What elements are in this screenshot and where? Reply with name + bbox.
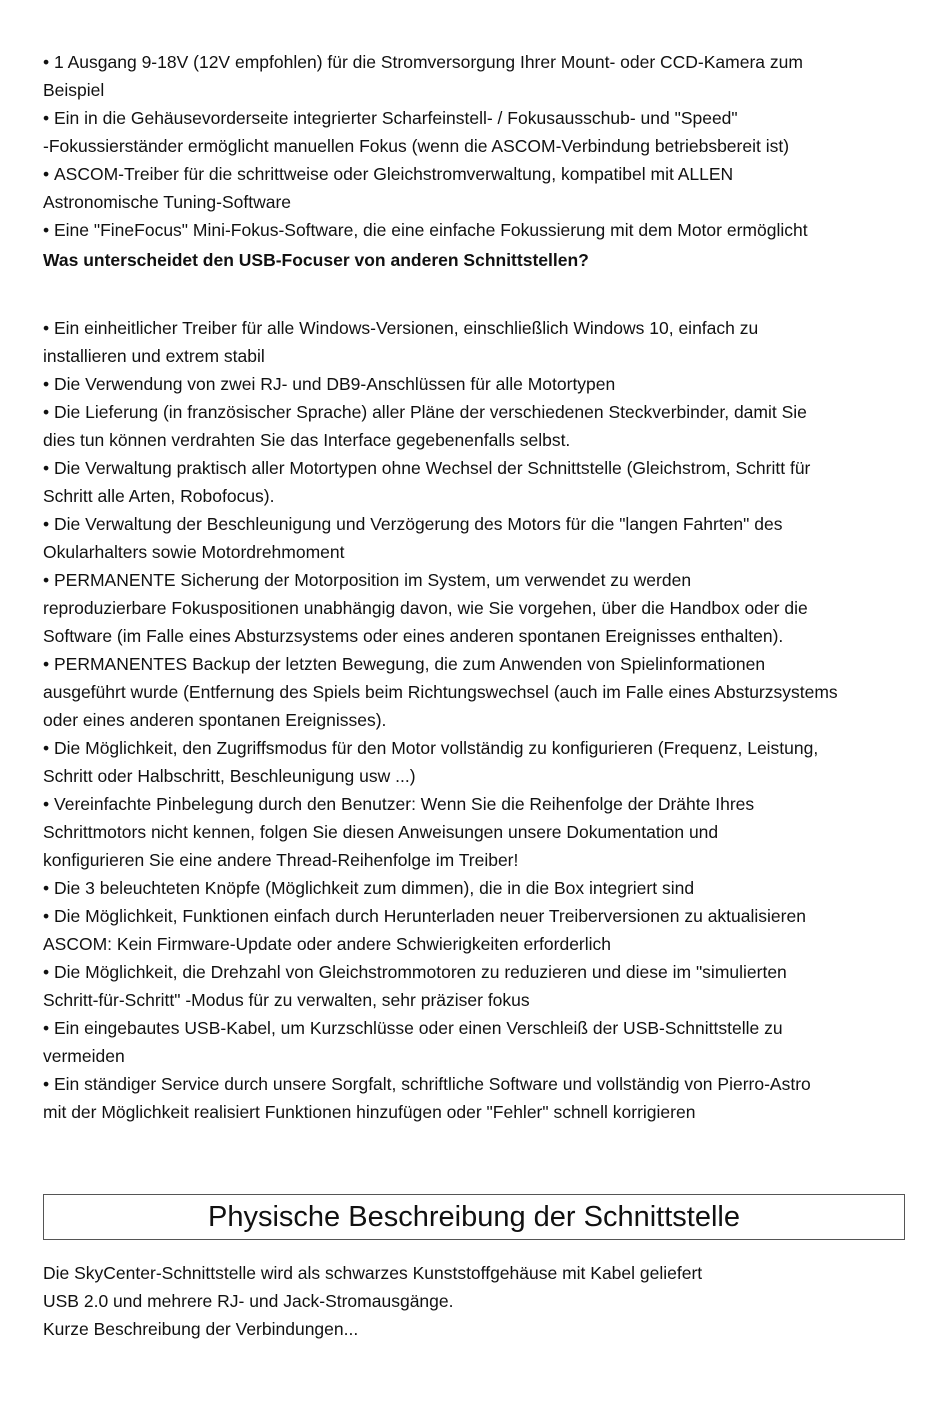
list-item-line: • Die Verwaltung der Beschleunigung und Verzögerung des Motors für die "langen Fahrten" des (43, 510, 909, 538)
list-item (43, 650, 909, 734)
list-item-line: Schritt-für-Schritt" -Modus für zu verwalten, sehr präziser fokus (43, 990, 530, 1010)
list-item-line: • Die Lieferung (in französischer Sprache) aller Pläne der verschiedenen Steckverbinder, damit Sie (43, 398, 909, 426)
description-line: Kurze Beschreibung der Verbindungen... (43, 1319, 359, 1339)
section-heading: Was unterscheidet den USB-Focuser von anderen Schnittstellen? (43, 250, 589, 270)
list-item-line: mit der Möglichkeit realisiert Funktionen hinzufügen oder "Fehler" schnell korrigieren (43, 1102, 696, 1122)
list-item-line: Schritt oder Halbschritt, Beschleunigung usw ...) (43, 766, 416, 786)
list-item (43, 314, 909, 370)
list-item-line: • PERMANENTE Sicherung der Motorposition im System, um verwendet zu werden (43, 566, 909, 594)
description-paragraph (43, 1259, 909, 1343)
list-item (43, 1014, 909, 1070)
feature-list (43, 48, 909, 244)
list-item (43, 104, 909, 160)
list-item-line: • Eine "FineFocus" Mini-Fokus-Software, die eine einfache Fokussierung mit dem Motor ermöglicht (43, 216, 909, 244)
list-item-line: • Ein eingebautes USB-Kabel, um Kurzschlüsse oder einen Verschleiß der USB-Schnittstelle zu (43, 1014, 909, 1042)
list-item-line: • Die 3 beleuchteten Knöpfe (Möglichkeit zum dimmen), die in die Box integriert sind (43, 874, 909, 902)
list-item-line: • ASCOM-Treiber für die schrittweise oder Gleichstromverwaltung, kompatibel mit ALLEN (43, 160, 909, 188)
list-item (43, 370, 909, 398)
list-item (43, 160, 909, 216)
description-line: USB 2.0 und mehrere RJ- und Jack-Stromausgänge. (43, 1291, 454, 1311)
spacer (43, 274, 909, 314)
list-item (43, 734, 909, 790)
list-item-line: • Die Möglichkeit, Funktionen einfach durch Herunterladen neuer Treiberversionen zu aktualisieren (43, 902, 909, 930)
list-item-line: • Die Möglichkeit, den Zugriffsmodus für den Motor vollständig zu konfigurieren (Frequenz, Leistung, (43, 734, 909, 762)
list-item (43, 1070, 909, 1126)
list-item-line: Schrittmotors nicht kennen, folgen Sie diesen Anweisungen unsere Dokumentation und (43, 822, 719, 842)
list-item-line: • Die Möglichkeit, die Drehzahl von Gleichstrommotoren zu reduzieren und diese im "simulierten (43, 958, 909, 986)
list-item-line: vermeiden (43, 1046, 125, 1066)
differences-list (43, 314, 909, 1126)
description-line: Die SkyCenter-Schnittstelle wird als schwarzes Kunststoffgehäuse mit Kabel geliefert (43, 1263, 703, 1283)
list-item-line: • Vereinfachte Pinbelegung durch den Benutzer: Wenn Sie die Reihenfolge der Drähte Ihres (43, 790, 909, 818)
list-item (43, 958, 909, 1014)
section-title: Physische Beschreibung der Schnittstelle (208, 1200, 740, 1233)
list-item-line: dies tun können verdrahten Sie das Interface gegebenenfalls selbst. (43, 430, 571, 450)
list-item-line: -Fokussierständer ermöglicht manuellen Fokus (wenn die ASCOM-Verbindung betriebsbereit ist) (43, 136, 790, 156)
list-item-line: • Die Verwendung von zwei RJ- und DB9-Anschlüssen für alle Motortypen (43, 370, 909, 398)
list-item-line: • PERMANENTES Backup der letzten Bewegung, die zum Anwenden von Spielinformationen (43, 650, 909, 678)
list-item-line: Okularhalters sowie Motordrehmoment (43, 542, 345, 562)
list-item (43, 454, 909, 510)
list-item (43, 510, 909, 566)
list-item-line: • Ein ständiger Service durch unsere Sorgfalt, schriftliche Software und vollständig von Pierro-Astro (43, 1070, 909, 1098)
list-item (43, 790, 909, 874)
list-item (43, 216, 909, 244)
section-title-box (43, 1194, 905, 1240)
list-item-line: oder eines anderen spontanen Ereignisses). (43, 710, 387, 730)
document-body (43, 48, 909, 1126)
list-item-line: reproduzierbare Fokuspositionen unabhängig davon, wie Sie vorgehen, über die Handbox oder die (43, 598, 808, 618)
list-item-line: • 1 Ausgang 9-18V (12V empfohlen) für die Stromversorgung Ihrer Mount- oder CCD-Kamera zum (43, 48, 909, 76)
list-item-line: ausgeführt wurde (Entfernung des Spiels beim Richtungswechsel (auch im Falle eines Absturzsystems (43, 682, 838, 702)
list-item-line: konfigurieren Sie eine andere Thread-Reihenfolge im Treiber! (43, 850, 519, 870)
list-item-line: Software (im Falle eines Absturzsystems oder eines anderen spontanen Ereignisses enthalten). (43, 626, 784, 646)
list-item-line: installieren und extrem stabil (43, 346, 265, 366)
list-item-line: • Ein in die Gehäusevorderseite integrierter Scharfeinstell- / Fokusausschub- und "Speed" (43, 104, 909, 132)
list-item-line: • Die Verwaltung praktisch aller Motortypen ohne Wechsel der Schnittstelle (Gleichstrom, Schritt für (43, 454, 909, 482)
list-item-line: ASCOM: Kein Firmware-Update oder andere Schwierigkeiten erforderlich (43, 934, 612, 954)
list-item (43, 566, 909, 650)
list-item (43, 902, 909, 958)
list-item-line: Schritt alle Arten, Robofocus). (43, 486, 275, 506)
list-item-line: Astronomische Tuning-Software (43, 192, 292, 212)
list-item (43, 874, 909, 902)
list-item-line: Beispiel (43, 80, 105, 100)
list-item (43, 48, 909, 104)
list-item (43, 398, 909, 454)
list-item-line: • Ein einheitlicher Treiber für alle Windows-Versionen, einschließlich Windows 10, einfach zu (43, 314, 909, 342)
